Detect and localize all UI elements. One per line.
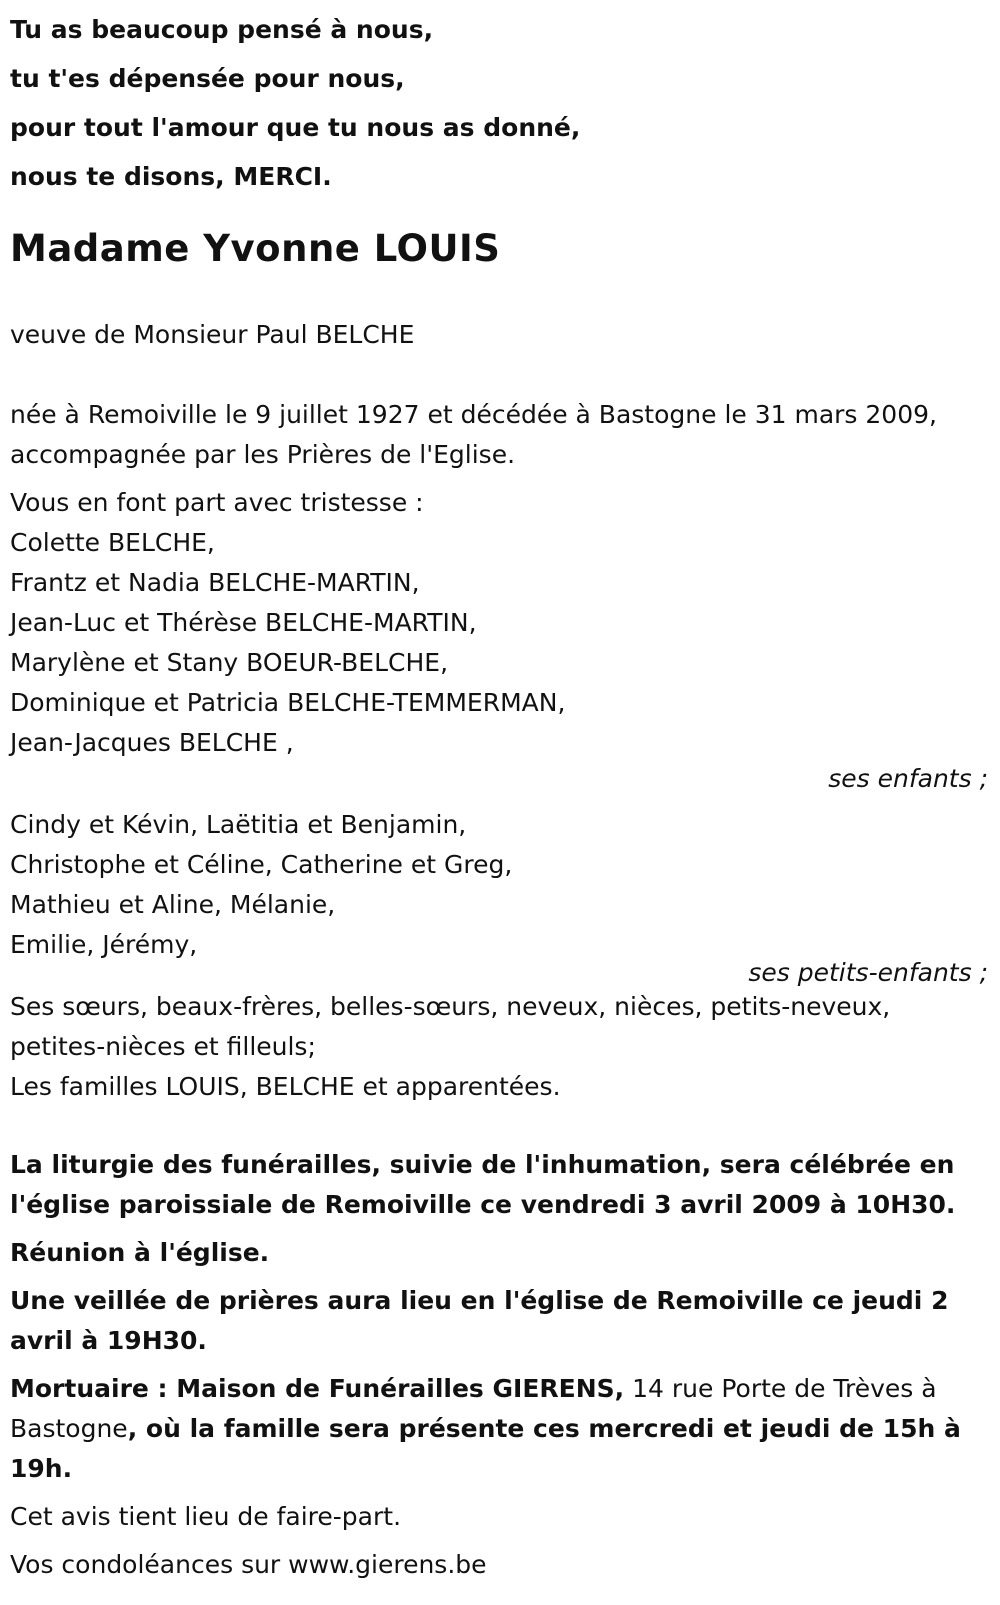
- notice-text: Cet avis tient lieu de faire-part.: [10, 1502, 402, 1531]
- poem-line: tu t'es dépensée pour nous,: [10, 64, 405, 93]
- birth-death: [10, 395, 990, 475]
- grandchild-entry: Cindy et Kévin, Laëtitia et Benjamin,: [10, 810, 467, 839]
- child-entry: Jean-Jacques BELCHE ,: [10, 728, 294, 757]
- relatives-line: petites-nièces et filleuls;: [10, 1032, 316, 1061]
- vigil-info: Une veillée de prières aura lieu en l'église de Remoiville ce jeudi 2 avril à 19H30.: [10, 1286, 949, 1355]
- grandchild-entry: Mathieu et Aline, Mélanie,: [10, 890, 336, 919]
- grandchild-entry: Emilie, Jérémy,: [10, 930, 198, 959]
- relatives-line: Ses sœurs, beaux-frères, belles-sœurs, neveux, nièces, petits-neveux,: [10, 992, 891, 1021]
- mortuary-info: [10, 1369, 990, 1489]
- grandchildren-block: [10, 805, 990, 989]
- child-entry: Jean-Luc et Thérèse BELCHE-MARTIN,: [10, 608, 477, 637]
- mortuary-address: 14 rue Porte de Trèves à Bastogne: [10, 1374, 937, 1443]
- mortuary-presence: , où la famille sera présente ces mercredi et jeudi de 15h à 19h.: [10, 1414, 961, 1483]
- birth-death-line: accompagnée par les Prières de l'Eglise.: [10, 440, 516, 469]
- poem: [10, 5, 990, 201]
- condolences-text: Vos condoléances sur www.gierens.be: [10, 1550, 487, 1579]
- grandchildren-label: ses petits-enfants ;: [748, 958, 988, 987]
- children-block: [10, 483, 990, 795]
- liturgy-info: La liturgie des funérailles, suivie de l'inhumation, sera célébrée en l'église paroissiale de Remoiville ce vendredi 3 avril 2009 à 10H30.: [10, 1150, 956, 1219]
- deceased-name: Madame Yvonne LOUIS: [10, 227, 501, 270]
- child-entry: Colette BELCHE,: [10, 528, 215, 557]
- mortuary-label: Mortuaire : Maison de Funérailles GIERENS,: [10, 1374, 625, 1403]
- poem-line: nous te disons, MERCI.: [10, 162, 332, 191]
- child-entry: Marylène et Stany BOEUR-BELCHE,: [10, 648, 449, 677]
- grandchild-entry: Christophe et Céline, Catherine et Greg,: [10, 850, 513, 879]
- child-entry: Frantz et Nadia BELCHE-MARTIN,: [10, 568, 420, 597]
- children-label: ses enfants ;: [828, 764, 988, 793]
- birth-death-line: née à Remoiville le 9 juillet 1927 et décédée à Bastogne le 31 mars 2009,: [10, 400, 937, 429]
- poem-line: pour tout l'amour que tu nous as donné,: [10, 113, 581, 142]
- relatives-block: [10, 987, 990, 1107]
- obituary-page: [0, 5, 1000, 1585]
- child-entry: Dominique et Patricia BELCHE-TEMMERMAN,: [10, 688, 566, 717]
- announcement-intro: Vous en font part avec tristesse :: [10, 488, 424, 517]
- relatives-line: Les familles LOUIS, BELCHE et apparentées.: [10, 1072, 561, 1101]
- widow-of: veuve de Monsieur Paul BELCHE: [10, 320, 415, 349]
- meeting-info: Réunion à l'église.: [10, 1238, 270, 1267]
- poem-line: Tu as beaucoup pensé à nous,: [10, 15, 434, 44]
